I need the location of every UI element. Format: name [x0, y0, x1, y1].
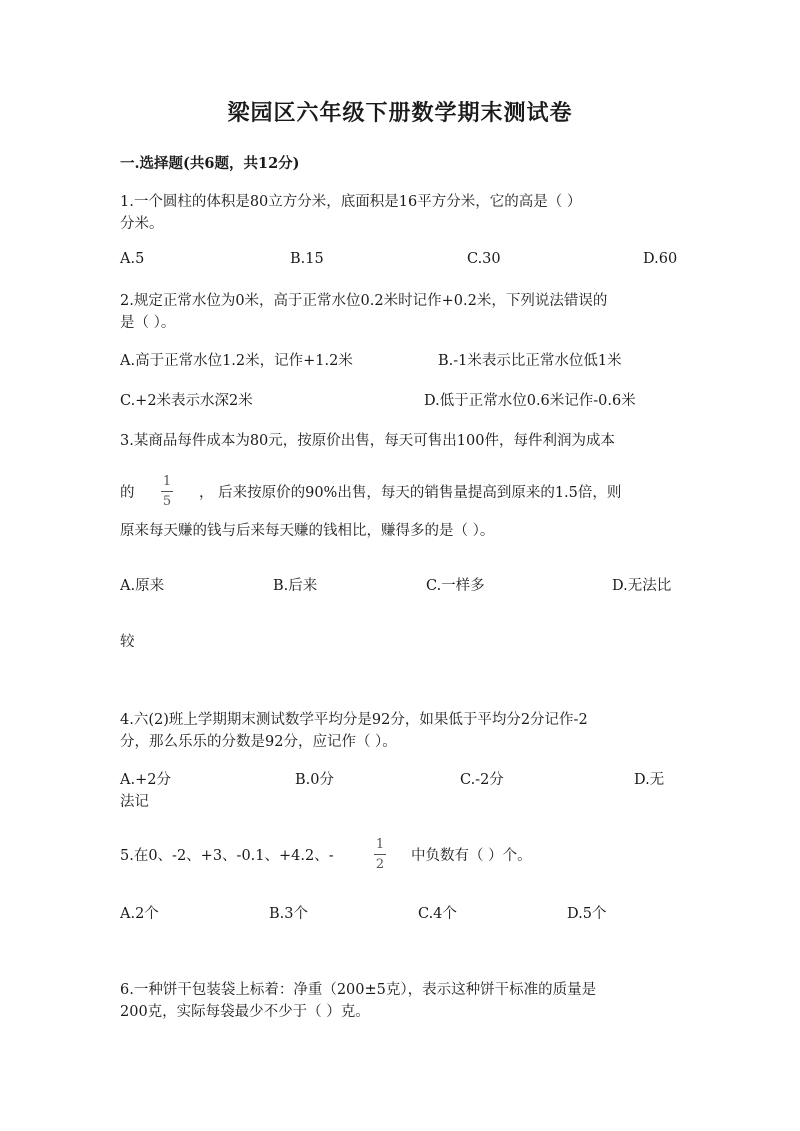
q2-text-line1: 2.规定正常水位为0米，高于正常水位0.2米时记作+0.2米，下列说法错误的: [120, 293, 608, 309]
q3-fraction: [161, 474, 173, 509]
q5-text-end: 中负数有（ ）个。: [411, 848, 532, 864]
q5-option-a: A.2个: [120, 906, 159, 922]
page-title: 梁园区六年级下册数学期末测试卷: [227, 100, 573, 126]
q2-option-b: B.-1米表示比正常水位低1米: [438, 353, 622, 369]
q5-fraction: [374, 837, 386, 872]
q1-option-c: C.30: [467, 251, 501, 267]
q3-option-a: A.原来: [120, 578, 165, 594]
q4-text-line2: 分，那么乐乐的分数是92分，应记作（ ）。: [120, 734, 397, 750]
q4-option-b: B.0分: [295, 772, 334, 788]
q1-text-line2: 分米。: [120, 216, 164, 232]
q3-text-line1: 3.某商品每件成本为80元，按原价出售，每天可售出100件，每件利润为成本: [120, 433, 615, 449]
q2-option-a: A.高于正常水位1.2米，记作+1.2米: [120, 353, 353, 369]
q5-option-d: D.5个: [567, 906, 607, 922]
q5-option-c: C.4个: [418, 906, 457, 922]
q6-text-line2: 200克，实际每袋最少不少于（ ）克。: [120, 1004, 370, 1020]
q5-fraction-numerator: 1: [375, 837, 385, 852]
q4-option-d: D.无: [634, 772, 665, 788]
q4-option-d-wrap: 法记: [120, 794, 149, 810]
q3-text-line2-start: 的: [120, 485, 135, 501]
q3-option-d-wrap: 较: [120, 634, 135, 650]
q5-text-start: 5.在0、-2、+3、-0.1、+4.2、-: [120, 848, 334, 864]
q4-option-c: C.-2分: [460, 772, 504, 788]
q4-option-a: A.+2分: [120, 772, 171, 788]
q2-option-c: C.+2米表示水深2米: [120, 393, 253, 409]
q4-text-line1: 4.六(2)班上学期期末测试数学平均分是92分，如果低于平均分2分记作-2: [120, 712, 588, 728]
q3-text-line3: 原来每天赚的钱与后来每天赚的钱相比，赚得多的是（ ）。: [120, 523, 495, 539]
q1-text-line1: 1.一个圆柱的体积是80立方分米，底面积是16平方分米，它的高是（ ）: [120, 194, 582, 210]
q6-text-line1: 6.一种饼干包装袋上标着：净重（200±5克），表示这种饼干标准的质量是: [120, 982, 597, 998]
q3-option-c: C.一样多: [426, 578, 485, 594]
fraction-bar: [161, 491, 173, 492]
q3-fraction-denominator: 5: [162, 494, 172, 509]
q1-option-b: B.15: [290, 251, 324, 267]
q2-option-d: D.低于正常水位0.6米记作-0.6米: [424, 393, 636, 409]
q3-option-b: B.后来: [273, 578, 318, 594]
q3-text-line2-end: ， 后来按原价的90%出售，每天的销售量提高到原来的1.5倍，则: [199, 485, 622, 501]
q1-option-d: D.60: [643, 251, 678, 267]
q3-option-d: D.无法比: [612, 578, 672, 594]
fraction-bar: [374, 854, 386, 855]
q1-option-a: A.5: [120, 251, 145, 267]
q5-option-b: B.3个: [269, 906, 308, 922]
q2-text-line2: 是（ ）。: [120, 315, 176, 331]
section-heading: 一.选择题(共6题，共12分): [120, 155, 300, 172]
q3-fraction-numerator: 1: [162, 474, 172, 489]
q5-fraction-denominator: 2: [375, 857, 385, 872]
